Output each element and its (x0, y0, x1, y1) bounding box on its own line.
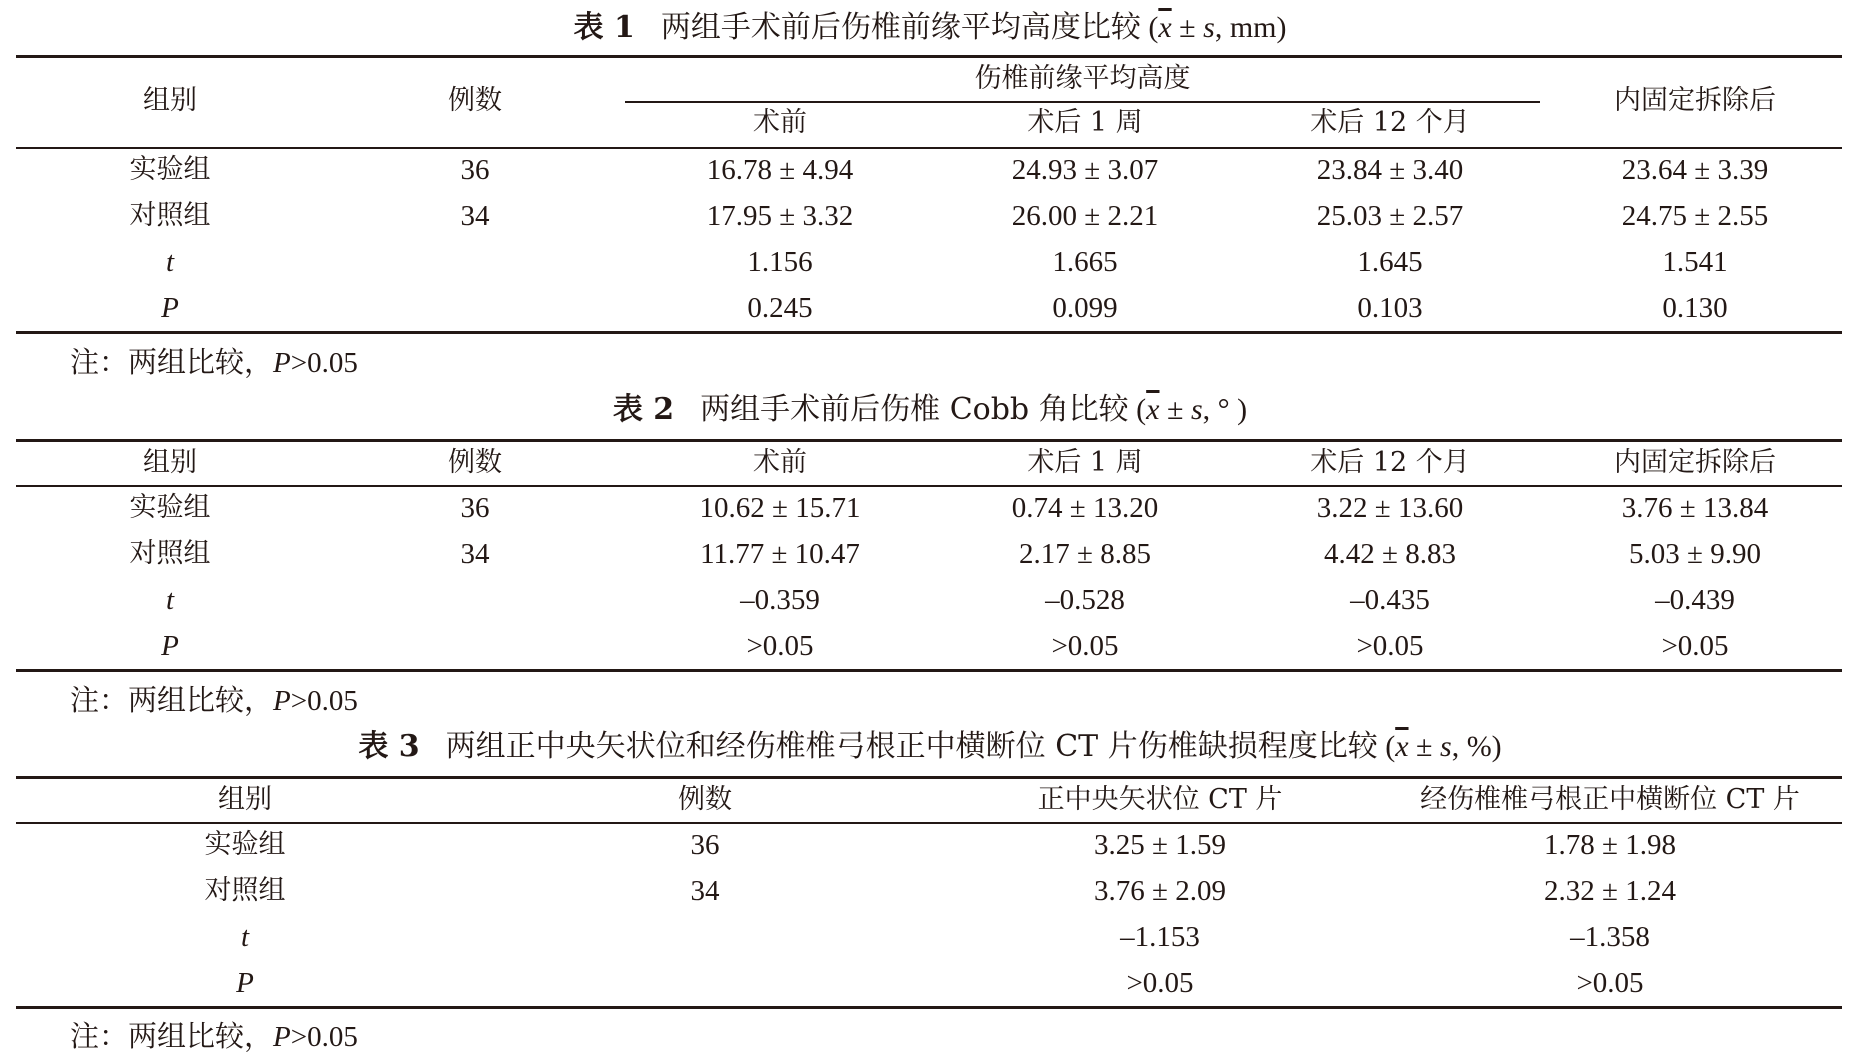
table1-row1-week1: 24.93 ± 3.07 (1011, 154, 1159, 186)
table1-row1-month12: 23.84 ± 3.40 (1316, 154, 1464, 186)
table2-bottom-rule (16, 669, 1842, 672)
table2-row1-pre: 10.62 ± 15.71 (699, 492, 861, 524)
table3-unit: ($\overline{x} \pm s$, %) (1385, 730, 1502, 763)
table3-title (0, 727, 1860, 767)
table3-row1-transverse: 1.78 ± 1.98 (1544, 829, 1676, 861)
table1-header-month12: 术后 12 个月 (1310, 107, 1470, 138)
table1-row2-removal: 24.75 ± 2.55 (1621, 200, 1769, 232)
table1-row4-month12: 0.103 (1357, 292, 1423, 324)
table1-header-group: 组别 (143, 85, 197, 116)
table1-row1-removal: 23.64 ± 3.39 (1621, 154, 1769, 186)
table3-row3-sagittal: –1.153 (1120, 921, 1200, 953)
table2-row3-month12: –0.435 (1350, 584, 1430, 616)
table3-row2-cases: 34 (690, 875, 720, 907)
table1-row4-pre: 0.245 (747, 292, 813, 324)
table1-row4-removal: 0.130 (1662, 292, 1728, 324)
table2-number: 表 2 (612, 392, 675, 427)
table1-row2-week1: 26.00 ± 2.21 (1011, 200, 1159, 232)
table2-header-pre: 术前 (753, 447, 807, 478)
table1-header-span: 伤椎前缘平均高度 (974, 63, 1191, 94)
table2-row1-removal: 3.76 ± 13.84 (1621, 492, 1769, 524)
table2-row3-week1: –0.528 (1045, 584, 1125, 616)
table3-row2-group: 对照组 (204, 875, 286, 906)
table1-row1-pre: 16.78 ± 4.94 (706, 154, 854, 186)
table2-row4-pre: >0.05 (746, 630, 814, 662)
table2-title-text: 两组手术前后伤椎 Cobb 角比较 (700, 392, 1129, 427)
table3-row1-sagittal: 3.25 ± 1.59 (1094, 829, 1226, 861)
table1-row4-label: P (161, 292, 179, 324)
table2-row2-cases: 34 (460, 538, 490, 570)
table1-top-rule (16, 55, 1842, 58)
table1-row2-group: 对照组 (129, 200, 211, 231)
table3-number: 表 3 (358, 729, 420, 764)
table2-row2-group: 对照组 (129, 538, 211, 569)
table3-header-group: 组别 (218, 784, 272, 815)
table3-bottom-rule (16, 1006, 1842, 1009)
table1-header-pre: 术前 (753, 107, 807, 138)
table3-row3-transverse: –1.358 (1570, 921, 1650, 953)
table1-row1-group: 实验组 (129, 154, 211, 185)
table2-header-week1: 术后 1 周 (1027, 447, 1143, 478)
table2-row2-pre: 11.77 ± 10.47 (700, 538, 860, 570)
table1-row4-week1: 0.099 (1052, 292, 1118, 324)
table2-note: 注：两组比较，P>0.05 (70, 683, 358, 717)
table1-bottom-rule (16, 331, 1842, 334)
table2-row1-month12: 3.22 ± 13.60 (1316, 492, 1464, 524)
table3-row4-sagittal: >0.05 (1126, 967, 1194, 999)
table3-title-text: 两组正中央矢状位和经伤椎椎弓根正中横断位 CT 片伤椎缺损程度比较 (445, 729, 1378, 764)
table2-header-month12: 术后 12 个月 (1310, 447, 1470, 478)
table1-row2-cases: 34 (460, 200, 490, 232)
table1-title (0, 8, 1860, 48)
table3-row2-transverse: 2.32 ± 1.24 (1544, 875, 1676, 907)
table2-unit: ($\overline{x} \pm s$, ° ) (1136, 393, 1248, 426)
table1-row2-month12: 25.03 ± 2.57 (1316, 200, 1464, 232)
table2-title (0, 390, 1860, 430)
table2-row2-month12: 4.42 ± 8.83 (1324, 538, 1456, 570)
table2-header-rule (16, 485, 1842, 487)
table1-header-removal: 内固定拆除后 (1614, 85, 1776, 116)
table2-row4-week1: >0.05 (1051, 630, 1119, 662)
table1-title-text: 两组手术前后伤椎前缘平均高度比较 (660, 10, 1141, 45)
table3-row4-label: P (236, 967, 254, 999)
table2-row1-cases: 36 (460, 492, 490, 524)
table1-row3-week1: 1.665 (1052, 246, 1118, 278)
table1-row3-pre: 1.156 (747, 246, 813, 278)
table3-header-rule (16, 822, 1842, 824)
table3-row3-label: t (240, 921, 250, 953)
table3-row4-transverse: >0.05 (1576, 967, 1644, 999)
table3-top-rule (16, 776, 1842, 779)
table2-header-removal: 内固定拆除后 (1614, 447, 1776, 478)
table3-header-sagittal: 正中央矢状位 CT 片 (1037, 784, 1283, 815)
table1-row1-cases: 36 (460, 154, 490, 186)
table2-row4-label: P (161, 630, 179, 662)
table1-header-week1: 术后 1 周 (1027, 107, 1143, 138)
table2-row3-label: t (165, 584, 175, 616)
table3-note: 注：两组比较，P>0.05 (70, 1019, 358, 1053)
table2-top-rule (16, 439, 1842, 442)
table3-header-transverse: 经伤椎椎弓根正中横断位 CT 片 (1420, 784, 1800, 815)
table2-row4-removal: >0.05 (1661, 630, 1729, 662)
table2-header-group: 组别 (143, 447, 197, 478)
table1-note: 注：两组比较，P>0.05 (70, 345, 358, 379)
table1-row3-month12: 1.645 (1357, 246, 1423, 278)
table1-number: 表 1 (573, 10, 635, 45)
table1-row3-removal: 1.541 (1662, 246, 1728, 278)
table1-row3-label: t (165, 246, 175, 278)
table1-row2-pre: 17.95 ± 3.32 (706, 200, 854, 232)
table3-row1-cases: 36 (690, 829, 720, 861)
table2-row3-removal: –0.439 (1655, 584, 1735, 616)
table2-row4-month12: >0.05 (1356, 630, 1424, 662)
table1-header-rule (16, 147, 1842, 149)
table3-row2-sagittal: 3.76 ± 2.09 (1094, 875, 1226, 907)
table2-row1-group: 实验组 (129, 492, 211, 523)
table3-row1-group: 实验组 (204, 829, 286, 860)
table2-row3-pre: –0.359 (740, 584, 820, 616)
table3-header-cases: 例数 (678, 784, 732, 815)
table2-row2-removal: 5.03 ± 9.90 (1629, 538, 1761, 570)
table2-row1-week1: 0.74 ± 13.20 (1011, 492, 1159, 524)
table2-header-cases: 例数 (448, 447, 502, 478)
table1-header-cases: 例数 (448, 85, 502, 116)
table1-unit: ($\overline{x} \pm s$, mm) (1148, 11, 1287, 44)
table2-row2-week1: 2.17 ± 8.85 (1019, 538, 1151, 570)
